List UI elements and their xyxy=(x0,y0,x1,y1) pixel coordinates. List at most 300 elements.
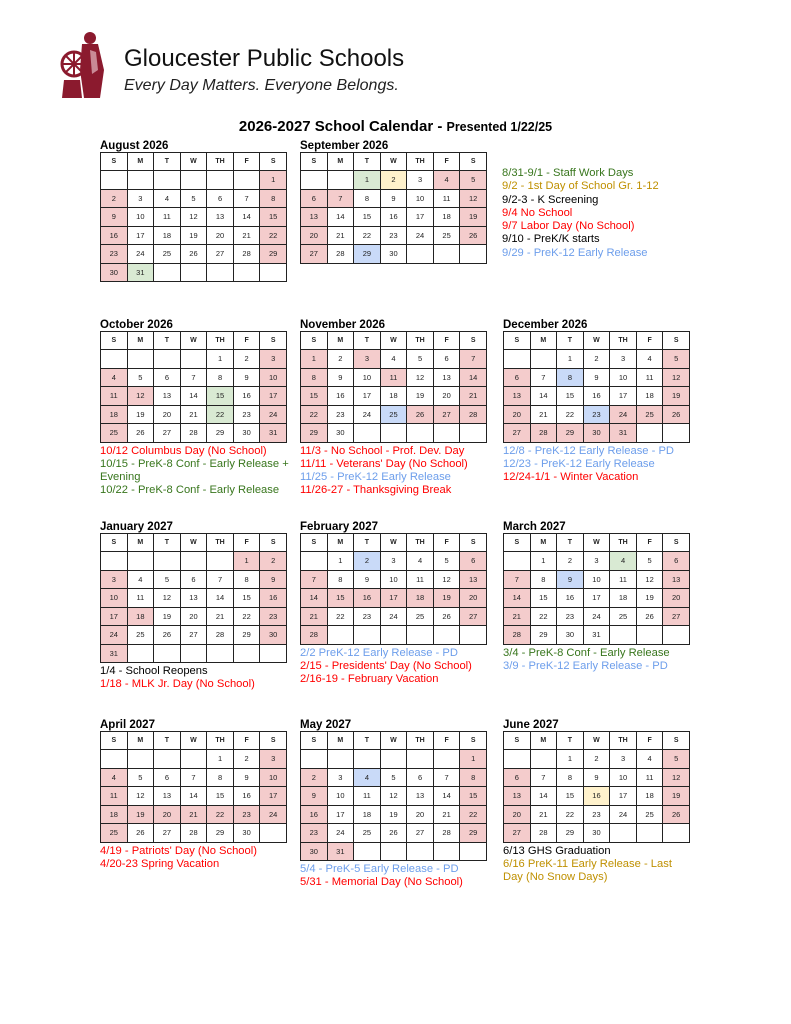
day-cell: 6 xyxy=(504,768,531,787)
day-cell: 27 xyxy=(663,607,690,626)
day-cell: 4 xyxy=(101,768,128,787)
month-grid xyxy=(300,331,487,443)
month-calendar xyxy=(300,521,487,686)
day-cell: 6 xyxy=(407,768,434,787)
event-note: 9/2-3 - K Screening xyxy=(502,193,599,206)
month-calendar xyxy=(300,719,487,889)
day-cell: 7 xyxy=(233,189,260,208)
weekday-header: M xyxy=(530,332,557,350)
day-cell: 11 xyxy=(433,189,460,208)
day-cell: 3 xyxy=(407,171,434,190)
weekday-header: T xyxy=(154,153,181,171)
day-cell: 7 xyxy=(180,368,207,387)
day-cell: 12 xyxy=(663,768,690,787)
day-cell: 8 xyxy=(207,368,234,387)
day-cell: 12 xyxy=(380,787,407,806)
day-cell: 17 xyxy=(407,208,434,227)
weekday-header: F xyxy=(433,153,460,171)
weekday-header: S xyxy=(260,153,287,171)
empty-cell xyxy=(207,263,234,282)
event-note: 9/29 - PreK-12 Early Release xyxy=(502,246,648,259)
weekday-header: W xyxy=(380,332,407,350)
month-calendar xyxy=(300,319,487,497)
day-cell: 24 xyxy=(101,626,128,645)
day-cell: 25 xyxy=(407,607,434,626)
day-cell: 5 xyxy=(180,189,207,208)
empty-cell xyxy=(636,626,663,645)
day-cell: 4 xyxy=(636,750,663,769)
day-cell: 22 xyxy=(557,805,584,824)
weekday-header: F xyxy=(233,153,260,171)
weekday-header: F xyxy=(233,732,260,750)
event-note: 6/16 PreK-11 Early Release - Last Day (No Snow Days) xyxy=(503,857,672,883)
weekday-header: S xyxy=(460,153,487,171)
month-grid xyxy=(503,731,690,843)
empty-cell xyxy=(301,552,328,571)
weekday-header: S xyxy=(101,534,128,552)
month-grid xyxy=(100,731,287,843)
day-cell: 10 xyxy=(127,208,154,227)
event-note: 4/20-23 Spring Vacation xyxy=(100,857,220,870)
day-cell: 30 xyxy=(583,424,610,443)
day-cell: 2 xyxy=(101,189,128,208)
day-cell: 13 xyxy=(504,787,531,806)
day-cell: 11 xyxy=(127,589,154,608)
day-cell: 22 xyxy=(354,226,381,245)
day-cell: 11 xyxy=(636,368,663,387)
day-cell: 29 xyxy=(260,245,287,264)
day-cell: 1 xyxy=(301,350,328,369)
day-cell: 8 xyxy=(207,768,234,787)
weekday-header: F xyxy=(233,534,260,552)
day-cell: 21 xyxy=(207,607,234,626)
weekday-header: T xyxy=(557,732,584,750)
day-cell: 20 xyxy=(460,589,487,608)
day-cell: 23 xyxy=(301,824,328,843)
day-cell: 26 xyxy=(663,405,690,424)
empty-cell xyxy=(180,171,207,190)
day-cell: 4 xyxy=(354,768,381,787)
day-cell: 23 xyxy=(583,405,610,424)
day-cell: 16 xyxy=(233,387,260,406)
day-cell: 21 xyxy=(504,607,531,626)
empty-cell xyxy=(233,263,260,282)
empty-cell xyxy=(180,750,207,769)
day-cell: 7 xyxy=(530,368,557,387)
empty-cell xyxy=(327,750,354,769)
empty-cell xyxy=(180,350,207,369)
day-cell: 14 xyxy=(460,368,487,387)
weekday-header: W xyxy=(583,534,610,552)
empty-cell xyxy=(207,644,234,663)
day-cell: 5 xyxy=(127,368,154,387)
day-cell: 20 xyxy=(504,805,531,824)
empty-cell xyxy=(301,171,328,190)
weekday-header: S xyxy=(260,332,287,350)
day-cell: 2 xyxy=(583,750,610,769)
day-cell: 16 xyxy=(557,589,584,608)
day-cell: 25 xyxy=(154,245,181,264)
day-cell: 3 xyxy=(101,570,128,589)
month-notes xyxy=(503,647,703,673)
day-cell: 8 xyxy=(557,368,584,387)
day-cell: 1 xyxy=(207,350,234,369)
day-cell: 7 xyxy=(327,189,354,208)
day-cell: 30 xyxy=(233,824,260,843)
weekday-header: S xyxy=(301,732,328,750)
weekday-header: W xyxy=(180,534,207,552)
day-cell: 18 xyxy=(101,405,128,424)
day-cell: 13 xyxy=(407,787,434,806)
month-name: February 2027 xyxy=(300,521,378,533)
event-note: 12/23 - PreK-12 Early Release xyxy=(503,457,655,470)
event-note: 11/25 - PreK-12 Early Release xyxy=(300,470,451,483)
day-cell: 16 xyxy=(583,387,610,406)
day-cell: 28 xyxy=(530,424,557,443)
day-cell: 8 xyxy=(460,768,487,787)
weekday-header: S xyxy=(460,732,487,750)
day-cell: 21 xyxy=(530,405,557,424)
day-cell: 16 xyxy=(101,226,128,245)
day-cell: 21 xyxy=(460,387,487,406)
month-name: November 2026 xyxy=(300,319,386,331)
weekday-header: S xyxy=(301,153,328,171)
month-name: April 2027 xyxy=(100,719,155,731)
day-cell: 10 xyxy=(583,570,610,589)
day-cell: 24 xyxy=(583,607,610,626)
day-cell: 29 xyxy=(233,626,260,645)
day-cell: 15 xyxy=(207,387,234,406)
day-cell: 18 xyxy=(636,787,663,806)
day-cell: 3 xyxy=(610,750,637,769)
day-cell: 7 xyxy=(180,768,207,787)
day-cell: 6 xyxy=(460,552,487,571)
event-note: 1/4 - School Reopens xyxy=(100,665,208,677)
day-cell: 6 xyxy=(154,368,181,387)
day-cell: 5 xyxy=(407,350,434,369)
day-cell: 27 xyxy=(154,824,181,843)
weekday-header: TH xyxy=(207,153,234,171)
day-cell: 28 xyxy=(180,824,207,843)
day-cell: 1 xyxy=(207,750,234,769)
day-cell: 6 xyxy=(180,570,207,589)
day-cell: 27 xyxy=(207,245,234,264)
day-cell: 27 xyxy=(180,626,207,645)
day-cell: 25 xyxy=(127,626,154,645)
day-cell: 30 xyxy=(380,245,407,264)
event-note: 4/19 - Patriots' Day (No School) xyxy=(100,844,257,857)
empty-cell xyxy=(180,644,207,663)
event-note: 11/3 - No School - Prof. Dev. Day xyxy=(300,444,465,457)
day-cell: 11 xyxy=(636,768,663,787)
day-cell: 10 xyxy=(380,570,407,589)
day-cell: 1 xyxy=(327,552,354,571)
empty-cell xyxy=(354,842,381,861)
calendar-title: 2026-2027 School Calendar - xyxy=(238,118,447,135)
weekday-header: W xyxy=(583,332,610,350)
weekday-header: S xyxy=(101,332,128,350)
event-note: 3/9 - PreK-12 Early Release - PD xyxy=(503,659,668,672)
weekday-header: S xyxy=(504,534,531,552)
empty-cell xyxy=(127,171,154,190)
empty-cell xyxy=(433,842,460,861)
empty-cell xyxy=(101,350,128,369)
weekday-header: M xyxy=(327,732,354,750)
day-cell: 7 xyxy=(460,350,487,369)
day-cell: 28 xyxy=(460,405,487,424)
day-cell: 14 xyxy=(530,787,557,806)
day-cell: 30 xyxy=(327,424,354,443)
weekday-header: W xyxy=(180,332,207,350)
weekday-header: S xyxy=(460,534,487,552)
empty-cell xyxy=(260,263,287,282)
empty-cell xyxy=(354,424,381,443)
weekday-header: M xyxy=(127,332,154,350)
weekday-header: S xyxy=(260,732,287,750)
day-cell: 22 xyxy=(207,405,234,424)
day-cell: 19 xyxy=(154,607,181,626)
event-note: 1/18 - MLK Jr. Day (No School) xyxy=(100,678,255,690)
day-cell: 29 xyxy=(301,424,328,443)
day-cell: 19 xyxy=(663,787,690,806)
day-cell: 17 xyxy=(101,607,128,626)
day-cell: 20 xyxy=(433,387,460,406)
empty-cell xyxy=(101,552,128,571)
day-cell: 9 xyxy=(583,368,610,387)
empty-cell xyxy=(407,424,434,443)
month-notes xyxy=(300,863,500,889)
event-note: 10/12 Columbus Day (No School) xyxy=(100,444,267,457)
day-cell: 18 xyxy=(636,387,663,406)
day-cell: 12 xyxy=(127,787,154,806)
day-cell: 13 xyxy=(663,570,690,589)
day-cell: 21 xyxy=(180,805,207,824)
day-cell: 5 xyxy=(636,552,663,571)
empty-cell xyxy=(207,171,234,190)
day-cell: 17 xyxy=(610,787,637,806)
day-cell: 18 xyxy=(407,589,434,608)
day-cell: 1 xyxy=(460,750,487,769)
empty-cell xyxy=(301,750,328,769)
weekday-header: M xyxy=(127,534,154,552)
day-cell: 17 xyxy=(354,387,381,406)
day-cell: 22 xyxy=(557,405,584,424)
day-cell: 6 xyxy=(433,350,460,369)
empty-cell xyxy=(207,552,234,571)
month-notes xyxy=(100,445,300,497)
weekday-header: T xyxy=(354,534,381,552)
empty-cell xyxy=(636,824,663,843)
day-cell: 25 xyxy=(380,405,407,424)
day-cell: 10 xyxy=(260,368,287,387)
day-cell: 27 xyxy=(154,424,181,443)
weekday-header: F xyxy=(433,732,460,750)
page-title xyxy=(0,118,791,135)
day-cell: 3 xyxy=(127,189,154,208)
empty-cell xyxy=(380,750,407,769)
month-grid xyxy=(100,152,287,282)
day-cell: 17 xyxy=(260,387,287,406)
weekday-header: T xyxy=(557,332,584,350)
day-cell: 5 xyxy=(380,768,407,787)
day-cell: 26 xyxy=(636,607,663,626)
empty-cell xyxy=(154,350,181,369)
day-cell: 1 xyxy=(354,171,381,190)
day-cell: 17 xyxy=(610,387,637,406)
day-cell: 4 xyxy=(433,171,460,190)
day-cell: 18 xyxy=(101,805,128,824)
day-cell: 29 xyxy=(460,824,487,843)
empty-cell xyxy=(380,626,407,645)
day-cell: 28 xyxy=(180,424,207,443)
day-cell: 9 xyxy=(301,787,328,806)
day-cell: 17 xyxy=(127,226,154,245)
day-cell: 28 xyxy=(433,824,460,843)
day-cell: 29 xyxy=(207,424,234,443)
day-cell: 2 xyxy=(233,350,260,369)
day-cell: 25 xyxy=(610,607,637,626)
day-cell: 24 xyxy=(407,226,434,245)
weekday-header: S xyxy=(301,332,328,350)
day-cell: 8 xyxy=(260,189,287,208)
month-name: August 2026 xyxy=(100,140,169,152)
weekday-header: TH xyxy=(610,534,637,552)
empty-cell xyxy=(327,626,354,645)
month-name: May 2027 xyxy=(300,719,352,731)
day-cell: 17 xyxy=(380,589,407,608)
day-cell: 23 xyxy=(101,245,128,264)
day-cell: 21 xyxy=(530,805,557,824)
empty-cell xyxy=(663,626,690,645)
day-cell: 19 xyxy=(460,208,487,227)
day-cell: 4 xyxy=(101,368,128,387)
weekday-header: T xyxy=(154,534,181,552)
month-calendar xyxy=(300,140,487,264)
day-cell: 15 xyxy=(233,589,260,608)
day-cell: 13 xyxy=(504,387,531,406)
day-cell: 19 xyxy=(127,405,154,424)
month-name: September 2026 xyxy=(300,140,389,152)
weekday-header: S xyxy=(504,732,531,750)
month-name: October 2026 xyxy=(100,319,173,331)
weekday-header: S xyxy=(663,732,690,750)
day-cell: 24 xyxy=(354,405,381,424)
day-cell: 28 xyxy=(301,626,328,645)
day-cell: 20 xyxy=(407,805,434,824)
empty-cell xyxy=(407,750,434,769)
weekday-header: M xyxy=(530,534,557,552)
day-cell: 15 xyxy=(530,589,557,608)
month-notes xyxy=(300,445,500,497)
empty-cell xyxy=(327,171,354,190)
day-cell: 22 xyxy=(301,405,328,424)
day-cell: 23 xyxy=(260,607,287,626)
day-cell: 20 xyxy=(663,589,690,608)
day-cell: 4 xyxy=(636,350,663,369)
day-cell: 4 xyxy=(407,552,434,571)
weekday-header: T xyxy=(354,732,381,750)
event-note: 9/2 - 1st Day of School Gr. 1-12 xyxy=(502,180,659,193)
day-cell: 18 xyxy=(154,226,181,245)
weekday-header: TH xyxy=(407,534,434,552)
day-cell: 2 xyxy=(233,750,260,769)
empty-cell xyxy=(180,263,207,282)
day-cell: 9 xyxy=(327,368,354,387)
day-cell: 27 xyxy=(460,607,487,626)
day-cell: 5 xyxy=(127,768,154,787)
day-cell: 25 xyxy=(636,405,663,424)
day-cell: 13 xyxy=(154,787,181,806)
day-cell: 5 xyxy=(433,552,460,571)
day-cell: 3 xyxy=(354,350,381,369)
empty-cell xyxy=(154,552,181,571)
day-cell: 9 xyxy=(557,570,584,589)
day-cell: 20 xyxy=(301,226,328,245)
day-cell: 11 xyxy=(354,787,381,806)
month-notes xyxy=(100,665,300,691)
day-cell: 11 xyxy=(407,570,434,589)
month-grid xyxy=(100,331,287,443)
day-cell: 29 xyxy=(557,824,584,843)
day-cell: 21 xyxy=(180,405,207,424)
day-cell: 23 xyxy=(557,607,584,626)
day-cell: 31 xyxy=(127,263,154,282)
empty-cell xyxy=(433,750,460,769)
weekday-header: M xyxy=(327,332,354,350)
day-cell: 15 xyxy=(327,589,354,608)
day-cell: 21 xyxy=(327,226,354,245)
day-cell: 20 xyxy=(207,226,234,245)
day-cell: 16 xyxy=(260,589,287,608)
event-note: 10/22 - PreK-8 Conf - Early Release xyxy=(100,483,280,496)
day-cell: 5 xyxy=(154,570,181,589)
day-cell: 11 xyxy=(380,368,407,387)
day-cell: 10 xyxy=(610,368,637,387)
weekday-header: W xyxy=(180,732,207,750)
day-cell: 2 xyxy=(301,768,328,787)
weekday-header: TH xyxy=(610,732,637,750)
day-cell: 30 xyxy=(260,626,287,645)
weekday-header: TH xyxy=(610,332,637,350)
day-cell: 4 xyxy=(127,570,154,589)
day-cell: 30 xyxy=(233,424,260,443)
day-cell: 2 xyxy=(583,350,610,369)
empty-cell xyxy=(460,245,487,264)
day-cell: 6 xyxy=(207,189,234,208)
day-cell: 16 xyxy=(327,387,354,406)
day-cell: 17 xyxy=(583,589,610,608)
day-cell: 21 xyxy=(433,805,460,824)
empty-cell xyxy=(127,552,154,571)
school-motto: Every Day Matters. Everyone Belongs. xyxy=(124,77,399,94)
empty-cell xyxy=(663,424,690,443)
weekday-header: W xyxy=(380,153,407,171)
day-cell: 2 xyxy=(260,552,287,571)
day-cell: 17 xyxy=(260,787,287,806)
month-calendar xyxy=(503,521,690,673)
day-cell: 28 xyxy=(530,824,557,843)
day-cell: 3 xyxy=(327,768,354,787)
day-cell: 19 xyxy=(407,387,434,406)
day-cell: 25 xyxy=(354,824,381,843)
day-cell: 21 xyxy=(233,226,260,245)
month-grid xyxy=(503,533,690,645)
day-cell: 2 xyxy=(557,552,584,571)
empty-cell xyxy=(180,552,207,571)
event-note: 2/2 PreK-12 Early Release - PD xyxy=(300,646,458,659)
weekday-header: F xyxy=(636,732,663,750)
day-cell: 4 xyxy=(610,552,637,571)
